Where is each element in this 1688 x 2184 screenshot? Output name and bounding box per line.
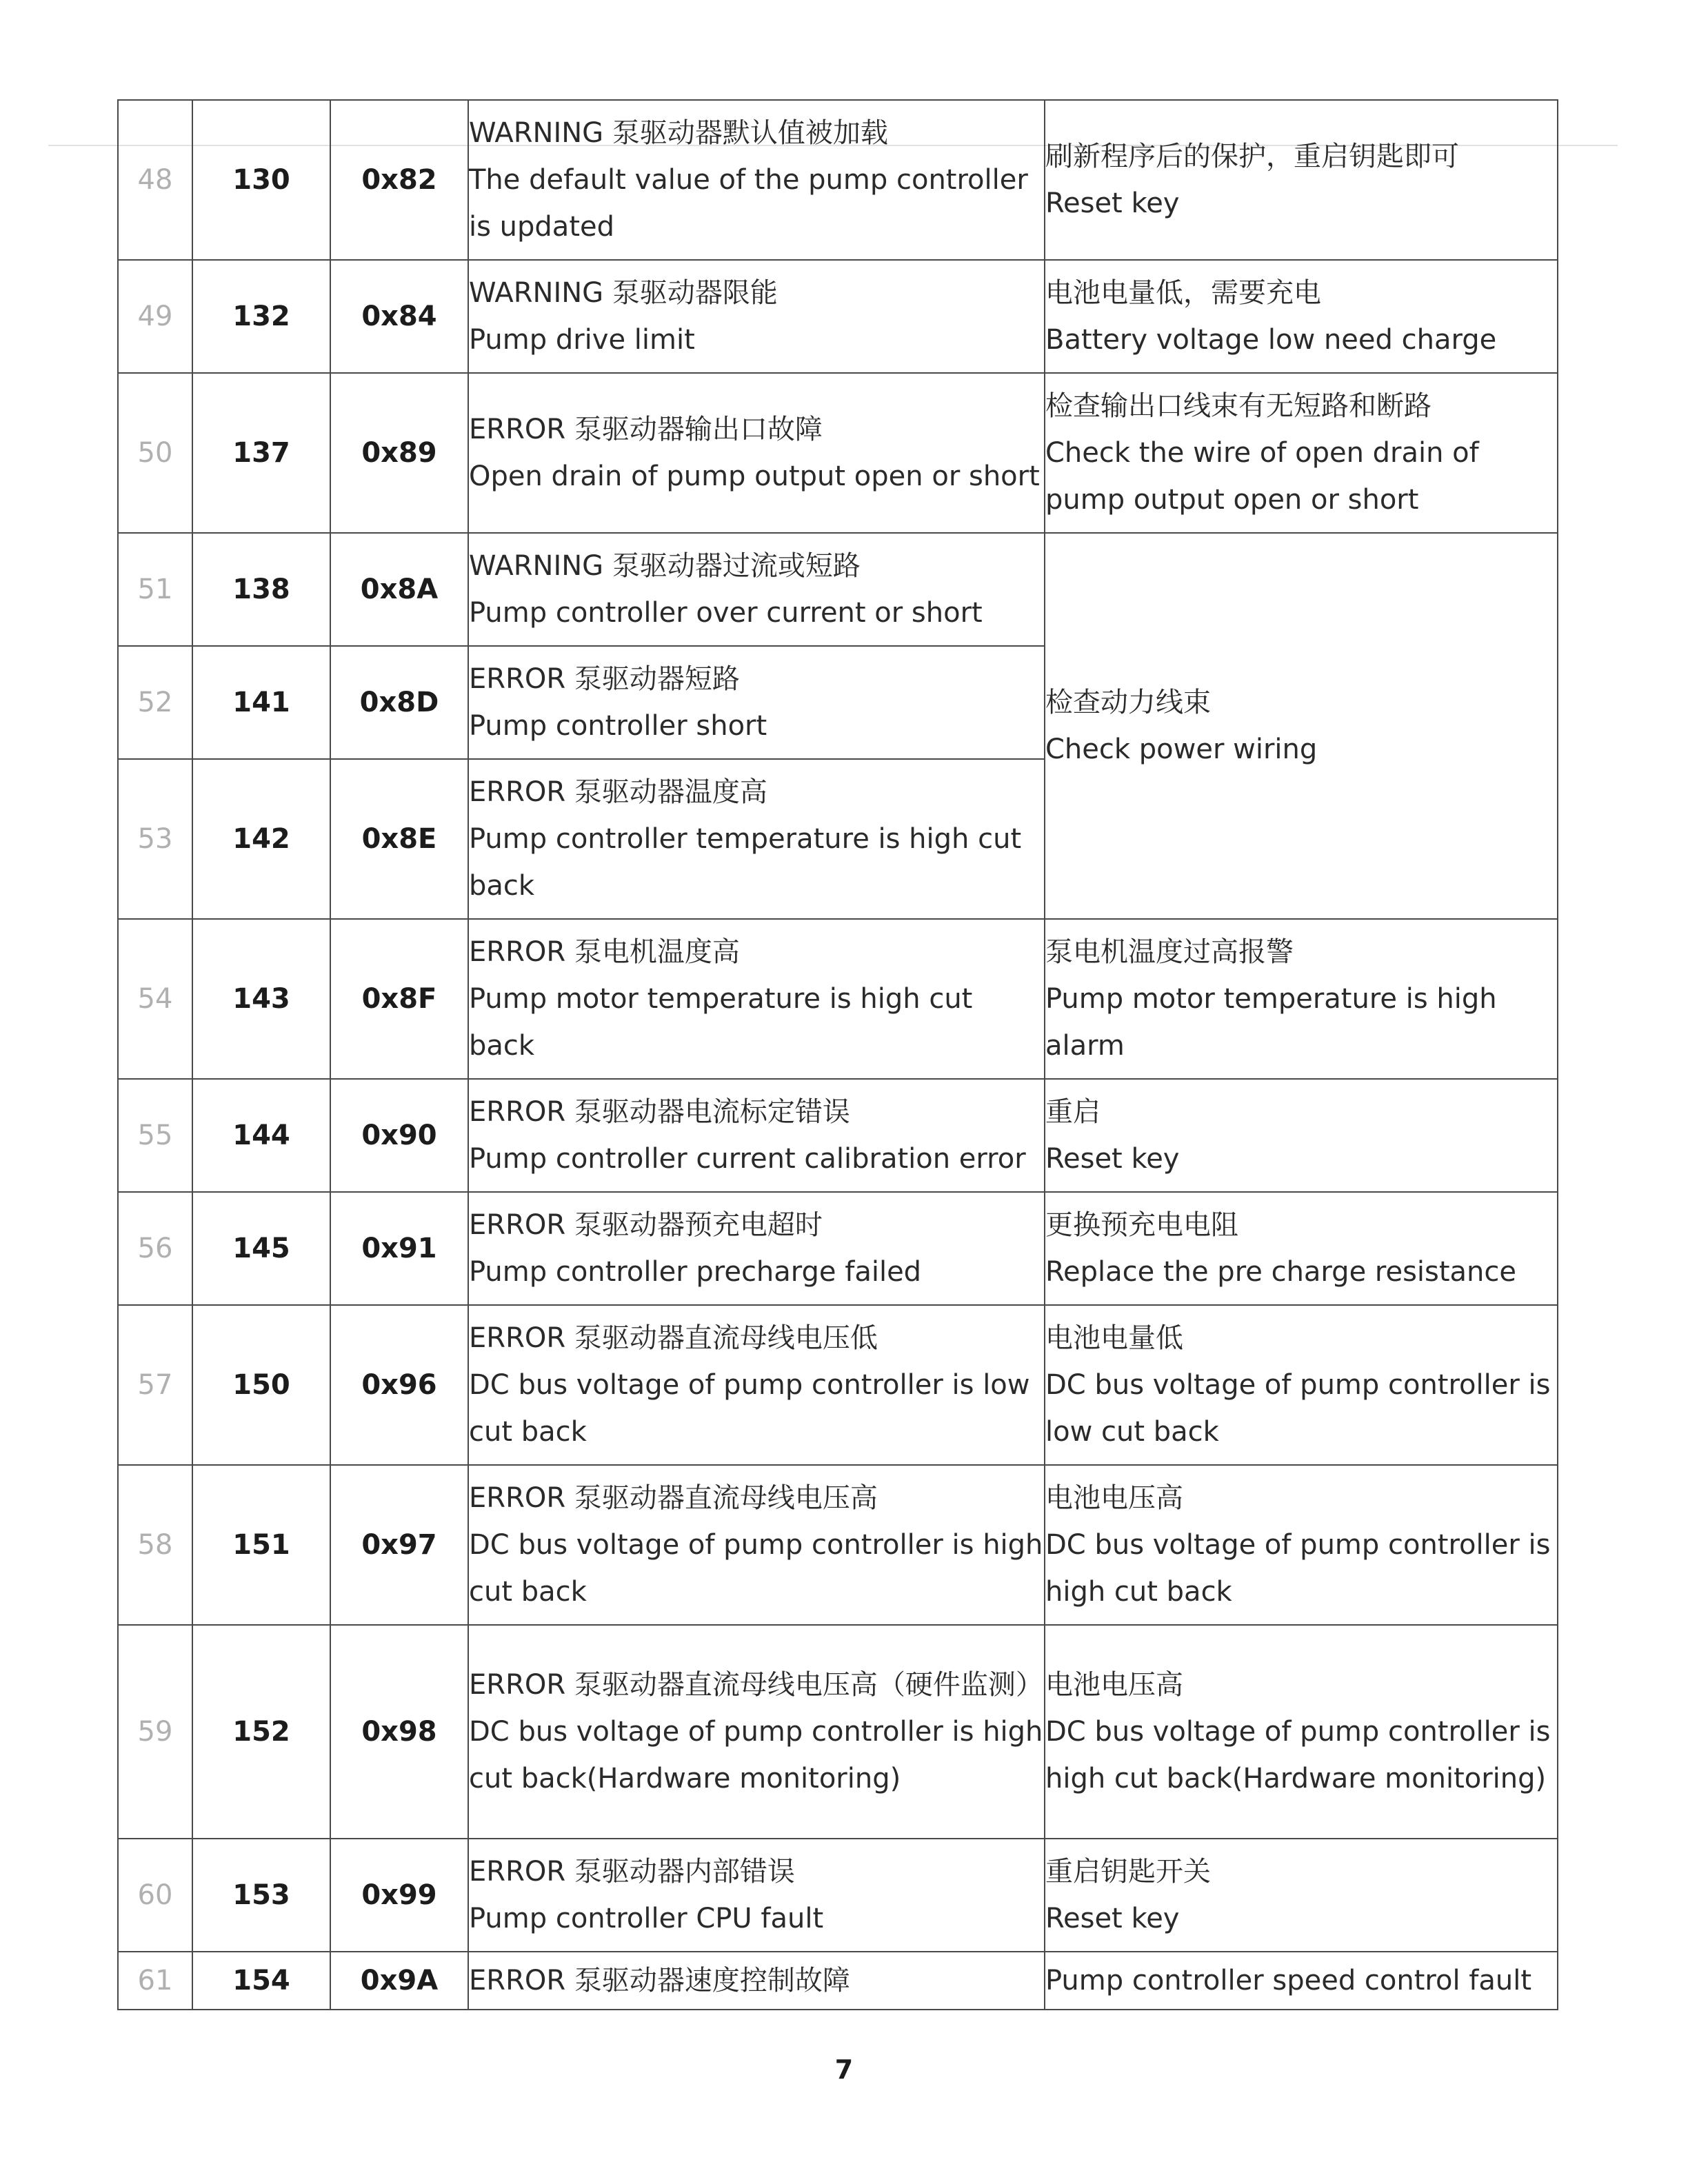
remedy-zh: 电池电压高 xyxy=(1045,1482,1183,1514)
fault-description xyxy=(468,1952,1045,2010)
decimal-code: 151 xyxy=(192,1465,330,1625)
description-en: The default value of the pump controller is updated xyxy=(469,164,1028,243)
description-en: Pump controller over current or short xyxy=(469,597,983,629)
description-zh: ERROR 泵驱动器直流母线电压高（硬件监测） xyxy=(469,1669,1043,1701)
remedy xyxy=(1045,1192,1558,1305)
fault-code-table xyxy=(117,99,1558,2010)
page-number: 7 xyxy=(834,2054,854,2085)
fault-description xyxy=(468,919,1045,1079)
remedy-zh: 电池电压高 xyxy=(1045,1669,1183,1701)
remedy-en: Reset key xyxy=(1045,188,1180,219)
hex-code: 0x98 xyxy=(330,1625,468,1839)
description-zh: WARNING 泵驱动器限能 xyxy=(469,277,778,309)
row-index: 48 xyxy=(118,100,192,260)
table-row xyxy=(118,533,1558,646)
fault-description xyxy=(468,1079,1045,1192)
remedy-zh: 检查输出口线束有无短路和断路 xyxy=(1045,390,1431,422)
remedy-en: Pump controller speed control fault xyxy=(1045,1965,1532,1996)
remedy xyxy=(1045,1839,1558,1952)
description-zh: ERROR 泵驱动器短路 xyxy=(469,663,740,695)
hex-code: 0x8A xyxy=(330,533,468,646)
remedy xyxy=(1045,1305,1558,1465)
row-index: 60 xyxy=(118,1839,192,1952)
description-zh: ERROR 泵驱动器预充电超时 xyxy=(469,1209,823,1241)
table-row xyxy=(118,373,1558,533)
decimal-code: 138 xyxy=(192,533,330,646)
table-row xyxy=(118,1192,1558,1305)
fault-description xyxy=(468,1625,1045,1839)
fault-description xyxy=(468,1192,1045,1305)
fault-description xyxy=(468,1465,1045,1625)
hex-code: 0x97 xyxy=(330,1465,468,1625)
description-en: DC bus voltage of pump controller is high cut back(Hardware monitoring) xyxy=(469,1716,1043,1794)
row-index: 61 xyxy=(118,1952,192,2010)
table-row xyxy=(118,1952,1558,2010)
hex-code: 0x84 xyxy=(330,260,468,373)
decimal-code: 150 xyxy=(192,1305,330,1465)
table-row xyxy=(118,1465,1558,1625)
remedy-en: DC bus voltage of pump controller is high cut back(Hardware monitoring) xyxy=(1045,1716,1551,1794)
row-index: 59 xyxy=(118,1625,192,1839)
table-row xyxy=(118,1839,1558,1952)
remedy-zh: 更换预充电电阻 xyxy=(1045,1209,1238,1241)
decimal-code: 153 xyxy=(192,1839,330,1952)
remedy-zh: 检查动力线束 xyxy=(1045,687,1211,718)
remedy-zh: 电池电量低，需要充电 xyxy=(1045,277,1321,309)
remedy xyxy=(1045,533,1558,919)
remedy xyxy=(1045,1625,1558,1839)
remedy-zh: 泵电机温度过高报警 xyxy=(1045,936,1294,968)
fault-description xyxy=(468,759,1045,919)
remedy-zh: 电池电量低 xyxy=(1045,1322,1183,1354)
fault-description xyxy=(468,533,1045,646)
fault-description xyxy=(468,100,1045,260)
description-en: Pump motor temperature is high cut back xyxy=(469,983,973,1062)
decimal-code: 152 xyxy=(192,1625,330,1839)
hex-code: 0x96 xyxy=(330,1305,468,1465)
remedy-en: Reset key xyxy=(1045,1903,1180,1934)
row-index: 56 xyxy=(118,1192,192,1305)
fault-description xyxy=(468,260,1045,373)
fault-description xyxy=(468,1839,1045,1952)
remedy xyxy=(1045,100,1558,260)
remedy xyxy=(1045,919,1558,1079)
hex-code: 0x91 xyxy=(330,1192,468,1305)
description-en: Pump controller CPU fault xyxy=(469,1903,824,1934)
remedy-en: DC bus voltage of pump controller is high cut back xyxy=(1045,1529,1551,1608)
description-en: DC bus voltage of pump controller is high cut back xyxy=(469,1529,1043,1608)
fault-description xyxy=(468,1305,1045,1465)
remedy-zh: 刷新程序后的保护，重启钥匙即可 xyxy=(1045,141,1459,172)
fault-description xyxy=(468,646,1045,759)
decimal-code: 130 xyxy=(192,100,330,260)
hex-code: 0x8E xyxy=(330,759,468,919)
remedy-en: Check the wire of open drain of pump output open or short xyxy=(1045,437,1479,516)
decimal-code: 144 xyxy=(192,1079,330,1192)
description-en: Pump controller short xyxy=(469,710,767,742)
description-zh: ERROR 泵驱动器电流标定错误 xyxy=(469,1096,850,1128)
hex-code: 0x99 xyxy=(330,1839,468,1952)
description-zh: ERROR 泵驱动器内部错误 xyxy=(469,1856,795,1888)
description-en: Open drain of pump output open or short xyxy=(469,461,1040,492)
hex-code: 0x82 xyxy=(330,100,468,260)
remedy-en: Reset key xyxy=(1045,1143,1180,1175)
row-index: 57 xyxy=(118,1305,192,1465)
decimal-code: 142 xyxy=(192,759,330,919)
description-en: Pump controller precharge failed xyxy=(469,1256,922,1288)
description-zh: ERROR 泵驱动器速度控制故障 xyxy=(469,1965,850,1996)
table-row xyxy=(118,260,1558,373)
row-index: 52 xyxy=(118,646,192,759)
description-zh: WARNING 泵驱动器默认值被加载 xyxy=(469,117,888,149)
table-row xyxy=(118,100,1558,260)
description-zh: ERROR 泵驱动器直流母线电压低 xyxy=(469,1322,878,1354)
hex-code: 0x8D xyxy=(330,646,468,759)
remedy-zh: 重启 xyxy=(1045,1096,1101,1128)
hex-code: 0x90 xyxy=(330,1079,468,1192)
remedy-zh: 重启钥匙开关 xyxy=(1045,1856,1211,1888)
table-row xyxy=(118,1079,1558,1192)
row-index: 51 xyxy=(118,533,192,646)
remedy xyxy=(1045,373,1558,533)
description-zh: ERROR 泵驱动器温度高 xyxy=(469,776,767,808)
decimal-code: 132 xyxy=(192,260,330,373)
table-row xyxy=(118,1305,1558,1465)
decimal-code: 137 xyxy=(192,373,330,533)
remedy xyxy=(1045,1952,1558,2010)
decimal-code: 143 xyxy=(192,919,330,1079)
row-index: 53 xyxy=(118,759,192,919)
description-en: Pump controller current calibration error xyxy=(469,1143,1026,1175)
description-en: DC bus voltage of pump controller is low cut back xyxy=(469,1369,1030,1448)
row-index: 50 xyxy=(118,373,192,533)
remedy-en: Replace the pre charge resistance xyxy=(1045,1256,1517,1288)
row-index: 55 xyxy=(118,1079,192,1192)
hex-code: 0x8F xyxy=(330,919,468,1079)
remedy xyxy=(1045,1079,1558,1192)
row-index: 58 xyxy=(118,1465,192,1625)
table-row xyxy=(118,919,1558,1079)
remedy-en: DC bus voltage of pump controller is low cut back xyxy=(1045,1369,1551,1448)
decimal-code: 145 xyxy=(192,1192,330,1305)
remedy xyxy=(1045,260,1558,373)
row-index: 54 xyxy=(118,919,192,1079)
row-index: 49 xyxy=(118,260,192,373)
remedy-en: Battery voltage low need charge xyxy=(1045,324,1497,356)
hex-code: 0x89 xyxy=(330,373,468,533)
description-zh: ERROR 泵驱动器直流母线电压高 xyxy=(469,1482,878,1514)
hex-code: 0x9A xyxy=(330,1952,468,2010)
remedy-en: Pump motor temperature is high alarm xyxy=(1045,983,1497,1062)
fault-description xyxy=(468,373,1045,533)
description-en: Pump controller temperature is high cut back xyxy=(469,823,1022,902)
decimal-code: 154 xyxy=(192,1952,330,2010)
remedy xyxy=(1045,1465,1558,1625)
description-en: Pump drive limit xyxy=(469,324,695,356)
remedy-en: Check power wiring xyxy=(1045,734,1318,765)
description-zh: ERROR 泵电机温度高 xyxy=(469,936,740,968)
description-zh: WARNING 泵驱动器过流或短路 xyxy=(469,550,861,582)
decimal-code: 141 xyxy=(192,646,330,759)
table-row xyxy=(118,1625,1558,1839)
description-zh: ERROR 泵驱动器输出口故障 xyxy=(469,414,823,445)
